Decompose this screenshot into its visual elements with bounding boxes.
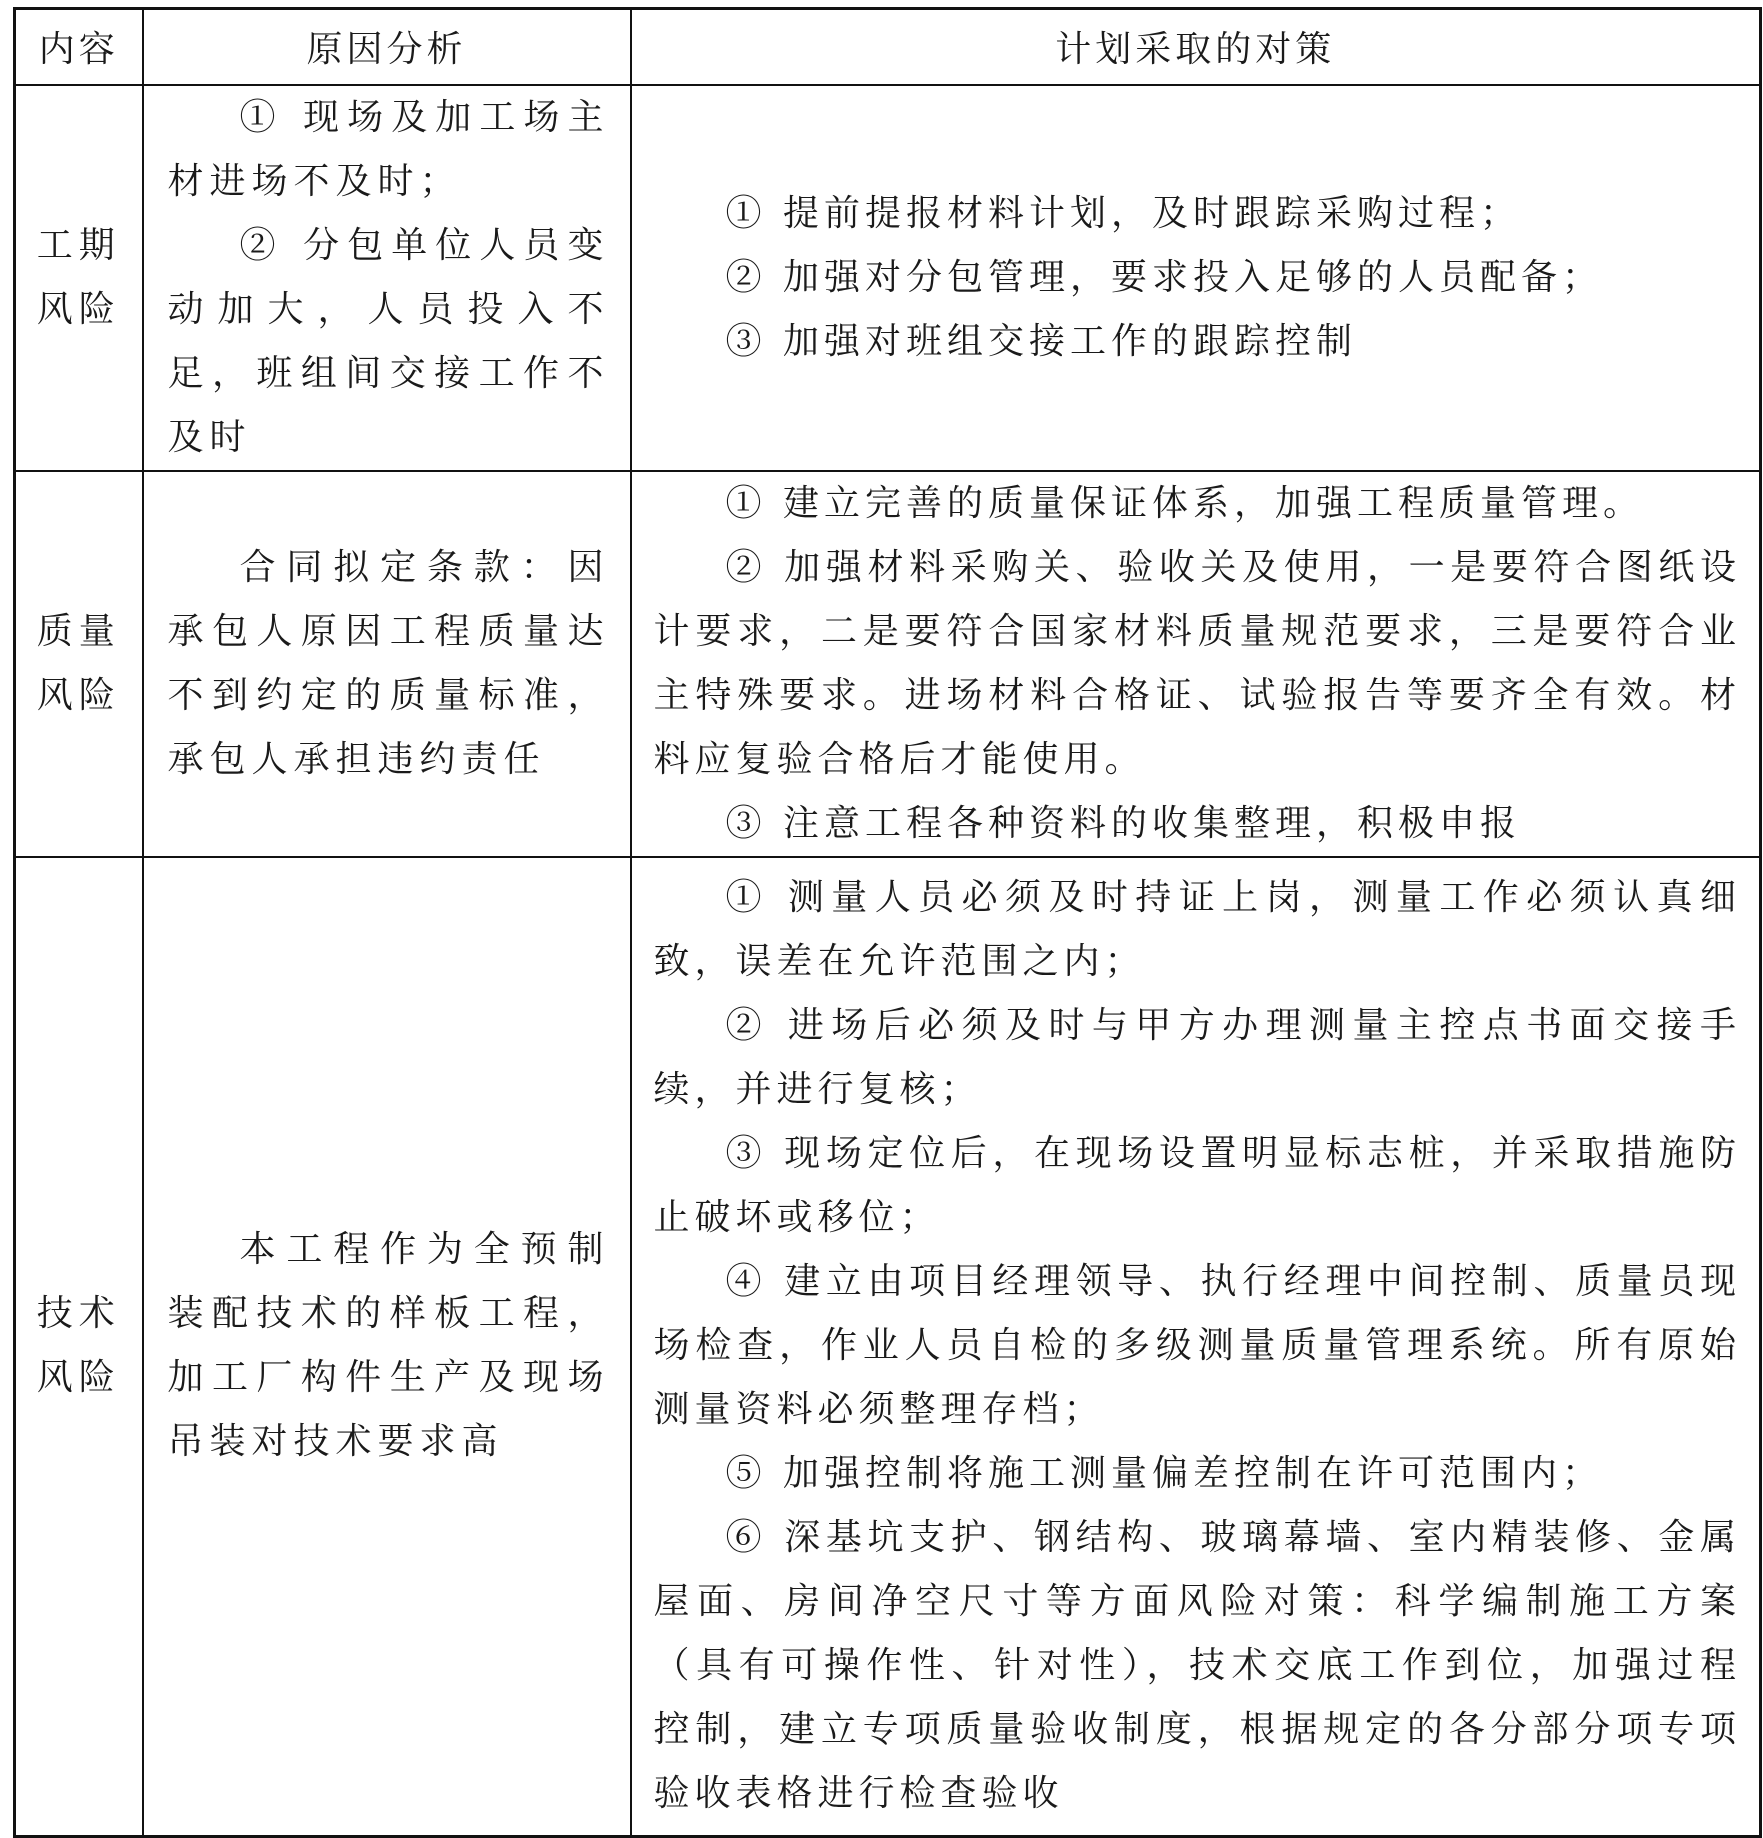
measure-item: ② 加强对分包管理，要求投入足够的人员配备； (725, 256, 1603, 298)
category-label: 工期 (36, 224, 121, 266)
category-label: 技术 (36, 1293, 121, 1335)
category-cell (15, 85, 143, 471)
cause-cell (143, 85, 631, 471)
measures-cell (631, 857, 1761, 1837)
risk-table-page (13, 7, 1759, 1815)
cause-cell (143, 471, 631, 857)
cause-item: ② 分包单位人员变动加大，人员投入不足，班组间交接工作不及时 (167, 224, 610, 458)
category-label: 风险 (36, 1357, 121, 1399)
header-cause-analysis: 原因分析 (143, 9, 631, 85)
category-label: 质量 (36, 610, 121, 652)
cause-cell (143, 857, 631, 1837)
cause-item: 合同拟定条款：因承包人原因工程质量达不到约定的质量标准，承包人承担违约责任 (167, 546, 610, 780)
measure-item: ① 测量人员必须及时持证上岗，测量工作必须认真细致，误差在允许范围之内； (653, 877, 1741, 983)
category-cell (15, 857, 143, 1837)
header-countermeasures: 计划采取的对策 (631, 9, 1761, 85)
measures-cell (631, 85, 1761, 471)
measure-item: ⑥ 深基坑支护、钢结构、玻璃幕墙、室内精装修、金属屋面、房间净空尺寸等方面风险对策：科学编制施工方案（具有可操作性、针对性），技术交底工作到位，加强过程控制，建立专项质量验收制度，根据规定的各分部分项专项验收表格进行检查验收 (653, 1517, 1741, 1815)
measure-item: ④ 建立由项目经理领导、执行经理中间控制、质量员现场检查，作业人员自检的多级测量质量管理系统。所有原始测量资料必须整理存档； (653, 1261, 1741, 1431)
measure-item: ① 建立完善的质量保证体系，加强工程质量管理。 (725, 482, 1644, 524)
table-row-quality-risk (15, 471, 1761, 857)
measures-cell (631, 471, 1761, 857)
cause-item: 本工程作为全预制装配技术的样板工程，加工厂构件生产及现场吊装对技术要求高 (167, 1229, 610, 1463)
measure-item: ② 加强材料采购关、验收关及使用，一是要符合图纸设计要求，二是要符合国家材料质量规范要求，三是要符合业主特殊要求。进场材料合格证、试验报告等要齐全有效。材料应复验合格后才能使用。 (653, 546, 1741, 780)
table-row-technical-risk (15, 857, 1761, 1837)
category-label: 风险 (36, 288, 121, 330)
measure-item: ③ 注意工程各种资料的收集整理，积极申报 (725, 802, 1521, 844)
table-header-row (15, 9, 1761, 85)
category-cell (15, 471, 143, 857)
header-content: 内容 (15, 9, 143, 85)
measure-item: ① 提前提报材料计划，及时跟踪采购过程； (725, 192, 1521, 234)
risk-table (13, 7, 1762, 1838)
table-row-schedule-risk (15, 85, 1761, 471)
cause-item: ① 现场及加工场主材进场不及时； (167, 96, 610, 202)
category-label: 风险 (36, 674, 121, 716)
measure-item: ② 进场后必须及时与甲方办理测量主控点书面交接手续，并进行复核； (653, 1005, 1741, 1111)
measure-item: ⑤ 加强控制将施工测量偏差控制在许可范围内； (725, 1453, 1603, 1495)
measure-item: ③ 现场定位后，在现场设置明显标志桩，并采取措施防止破坏或移位； (653, 1133, 1741, 1239)
measure-item: ③ 加强对班组交接工作的跟踪控制 (725, 320, 1357, 362)
